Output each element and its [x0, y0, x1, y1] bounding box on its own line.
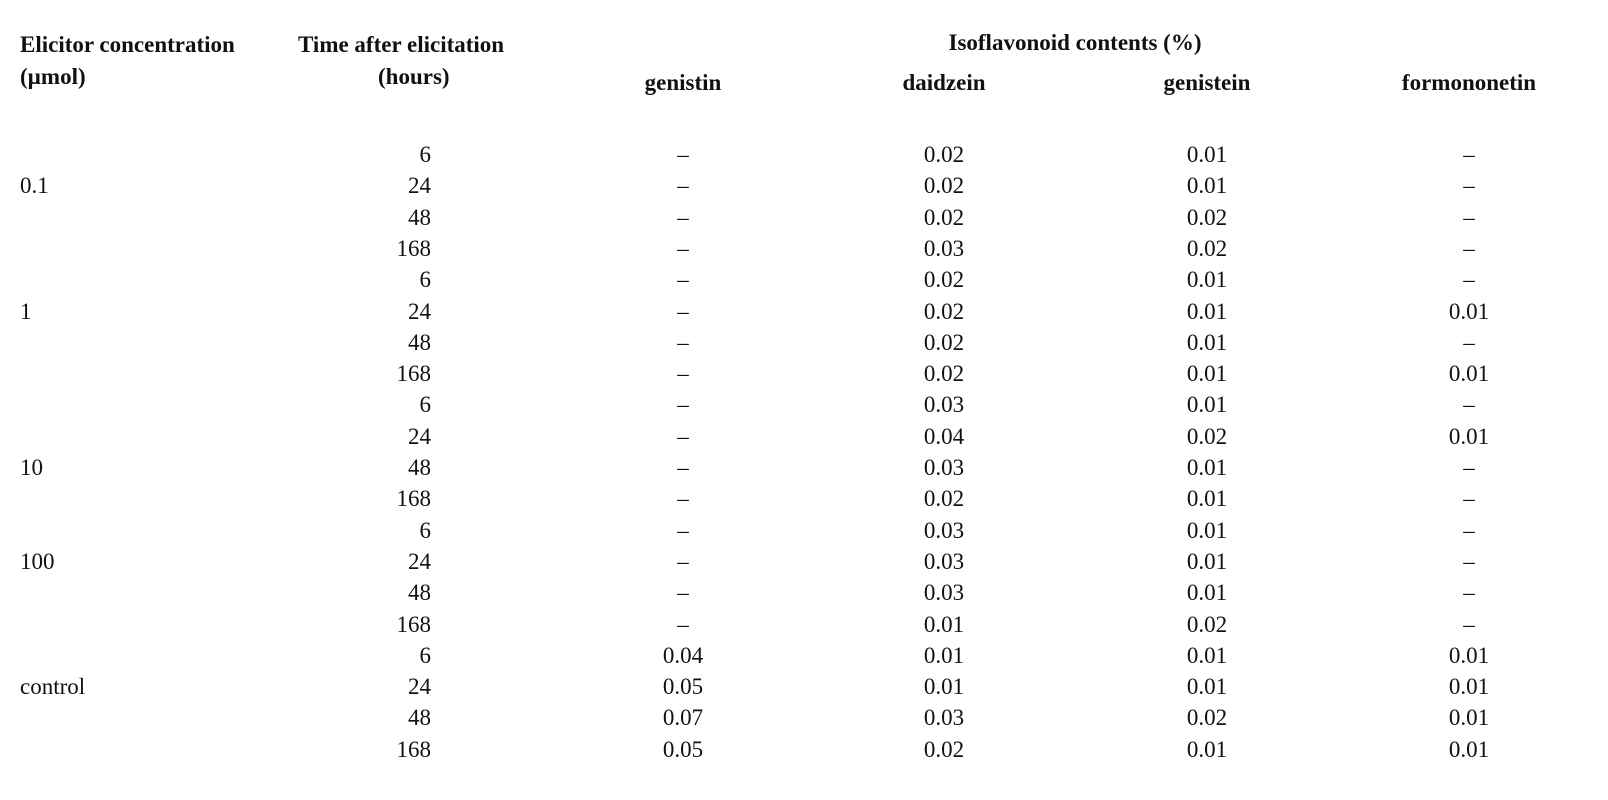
time-cell: 24	[408, 674, 431, 700]
time-cell: 168	[396, 361, 431, 387]
genistein-cell: 0.01	[1186, 392, 1228, 418]
time-cell: 6	[419, 142, 431, 167]
genistein-cell: 0.01	[1186, 580, 1228, 606]
formononetin-cell: –	[1463, 611, 1475, 637]
formononetin-cell: 0.01	[1448, 423, 1490, 449]
daidzein-cell: 0.02	[923, 736, 965, 762]
formononetin-cell: 0.01	[1448, 705, 1490, 731]
daidzein-cell: 0.02	[923, 204, 965, 230]
column-header-genistein: genistein	[1163, 70, 1251, 95]
header-time-unit: (hours)	[378, 64, 450, 89]
time-cell: 48	[408, 329, 431, 355]
daidzein-cell: 0.02	[923, 361, 965, 387]
genistein-cell: 0.01	[1186, 298, 1228, 324]
formononetin-cell: –	[1463, 486, 1475, 512]
genistein-cell: 0.02	[1186, 204, 1228, 230]
daidzein-cell: 0.02	[923, 329, 965, 355]
formononetin-cell: –	[1463, 329, 1475, 355]
genistin-cell: –	[677, 329, 689, 355]
genistein-cell: 0.01	[1186, 455, 1228, 480]
time-cell: 48	[408, 204, 431, 230]
genistein-cell: 0.01	[1186, 517, 1228, 543]
daidzein-cell: 0.02	[923, 142, 965, 167]
genistin-cell: –	[677, 611, 689, 637]
time-cell: 168	[396, 736, 431, 762]
formononetin-cell: –	[1463, 173, 1475, 199]
genistein-cell: 0.01	[1186, 736, 1228, 762]
genistein-cell: 0.02	[1186, 235, 1228, 261]
genistein-cell: 0.01	[1186, 361, 1228, 387]
formononetin-cell: –	[1463, 517, 1475, 543]
daidzein-cell: 0.03	[923, 235, 965, 261]
daidzein-cell: 0.03	[923, 392, 965, 418]
daidzein-cell: 0.01	[923, 611, 965, 637]
header-time-line1: Time after elicitation	[298, 32, 505, 57]
time-cell: 24	[408, 548, 431, 574]
formononetin-cell: –	[1463, 455, 1475, 480]
daidzein-cell: 0.03	[923, 517, 965, 543]
header-concentration-line1: Elicitor concentration	[20, 32, 235, 57]
daidzein-cell: 0.02	[923, 173, 965, 199]
time-cell: 24	[408, 423, 431, 449]
genistin-cell: –	[677, 235, 689, 261]
concentration-label: 100	[20, 548, 55, 574]
time-cell: 48	[408, 705, 431, 731]
time-cell: 6	[419, 517, 431, 543]
genistein-cell: 0.02	[1186, 705, 1228, 731]
header-isoflavonoid-group: Isoflavonoid contents (%)	[948, 30, 1202, 55]
formononetin-cell: 0.01	[1448, 674, 1490, 700]
time-cell: 6	[419, 642, 431, 668]
genistein-cell: 0.01	[1186, 642, 1228, 668]
daidzein-cell: 0.03	[923, 548, 965, 574]
formononetin-cell: –	[1463, 267, 1475, 293]
formononetin-cell: 0.01	[1448, 298, 1490, 324]
daidzein-cell: 0.03	[923, 705, 965, 731]
formononetin-cell: –	[1463, 204, 1475, 230]
genistin-cell: –	[677, 204, 689, 230]
formononetin-cell: 0.01	[1448, 736, 1490, 762]
genistin-cell: –	[677, 142, 689, 167]
genistein-cell: 0.02	[1186, 423, 1228, 449]
genistin-cell: –	[677, 361, 689, 387]
daidzein-cell: 0.04	[923, 423, 965, 449]
time-cell: 6	[419, 392, 431, 418]
column-header-formononetin: formononetin	[1401, 70, 1537, 95]
header-concentration-unit: (µmol)	[20, 64, 86, 89]
time-cell: 48	[408, 455, 431, 480]
formononetin-cell: –	[1463, 142, 1475, 167]
concentration-label: control	[20, 674, 86, 700]
concentration-label: 1	[20, 298, 32, 324]
time-cell: 24	[408, 173, 431, 199]
genistin-cell: 0.07	[662, 705, 704, 731]
genistin-cell: –	[677, 486, 689, 512]
column-header-daidzein: daidzein	[902, 70, 986, 95]
formononetin-cell: –	[1463, 548, 1475, 574]
daidzein-cell: 0.03	[923, 455, 965, 480]
genistein-cell: 0.02	[1186, 611, 1228, 637]
genistin-cell: –	[677, 173, 689, 199]
genistin-cell: –	[677, 517, 689, 543]
genistin-cell: –	[677, 455, 689, 480]
column-header-genistin: genistin	[644, 70, 722, 95]
daidzein-cell: 0.01	[923, 674, 965, 700]
genistin-cell: –	[677, 298, 689, 324]
genistein-cell: 0.01	[1186, 674, 1228, 700]
daidzein-cell: 0.02	[923, 298, 965, 324]
genistin-cell: 0.05	[662, 674, 704, 700]
genistein-cell: 0.01	[1186, 267, 1228, 293]
time-cell: 6	[419, 267, 431, 293]
formononetin-cell: –	[1463, 235, 1475, 261]
genistin-cell: –	[677, 267, 689, 293]
daidzein-cell: 0.03	[923, 580, 965, 606]
daidzein-cell: 0.02	[923, 267, 965, 293]
time-cell: 168	[396, 611, 431, 637]
genistein-cell: 0.01	[1186, 173, 1228, 199]
concentration-label: 10	[20, 455, 43, 480]
genistin-cell: –	[677, 423, 689, 449]
genistein-cell: 0.01	[1186, 142, 1228, 167]
formononetin-cell: 0.01	[1448, 361, 1490, 387]
genistein-cell: 0.01	[1186, 548, 1228, 574]
genistin-cell: 0.05	[662, 736, 704, 762]
genistein-cell: 0.01	[1186, 486, 1228, 512]
genistin-cell: 0.04	[662, 642, 704, 668]
genistin-cell: –	[677, 548, 689, 574]
formononetin-cell: –	[1463, 580, 1475, 606]
time-cell: 48	[408, 580, 431, 606]
time-cell: 168	[396, 235, 431, 261]
daidzein-cell: 0.02	[923, 486, 965, 512]
time-cell: 168	[396, 486, 431, 512]
formononetin-cell: –	[1463, 392, 1475, 418]
genistin-cell: –	[677, 392, 689, 418]
genistin-cell: –	[677, 580, 689, 606]
genistein-cell: 0.01	[1186, 329, 1228, 355]
concentration-label: 0.1	[20, 173, 49, 199]
formononetin-cell: 0.01	[1448, 642, 1490, 668]
daidzein-cell: 0.01	[923, 642, 965, 668]
time-cell: 24	[408, 298, 431, 324]
